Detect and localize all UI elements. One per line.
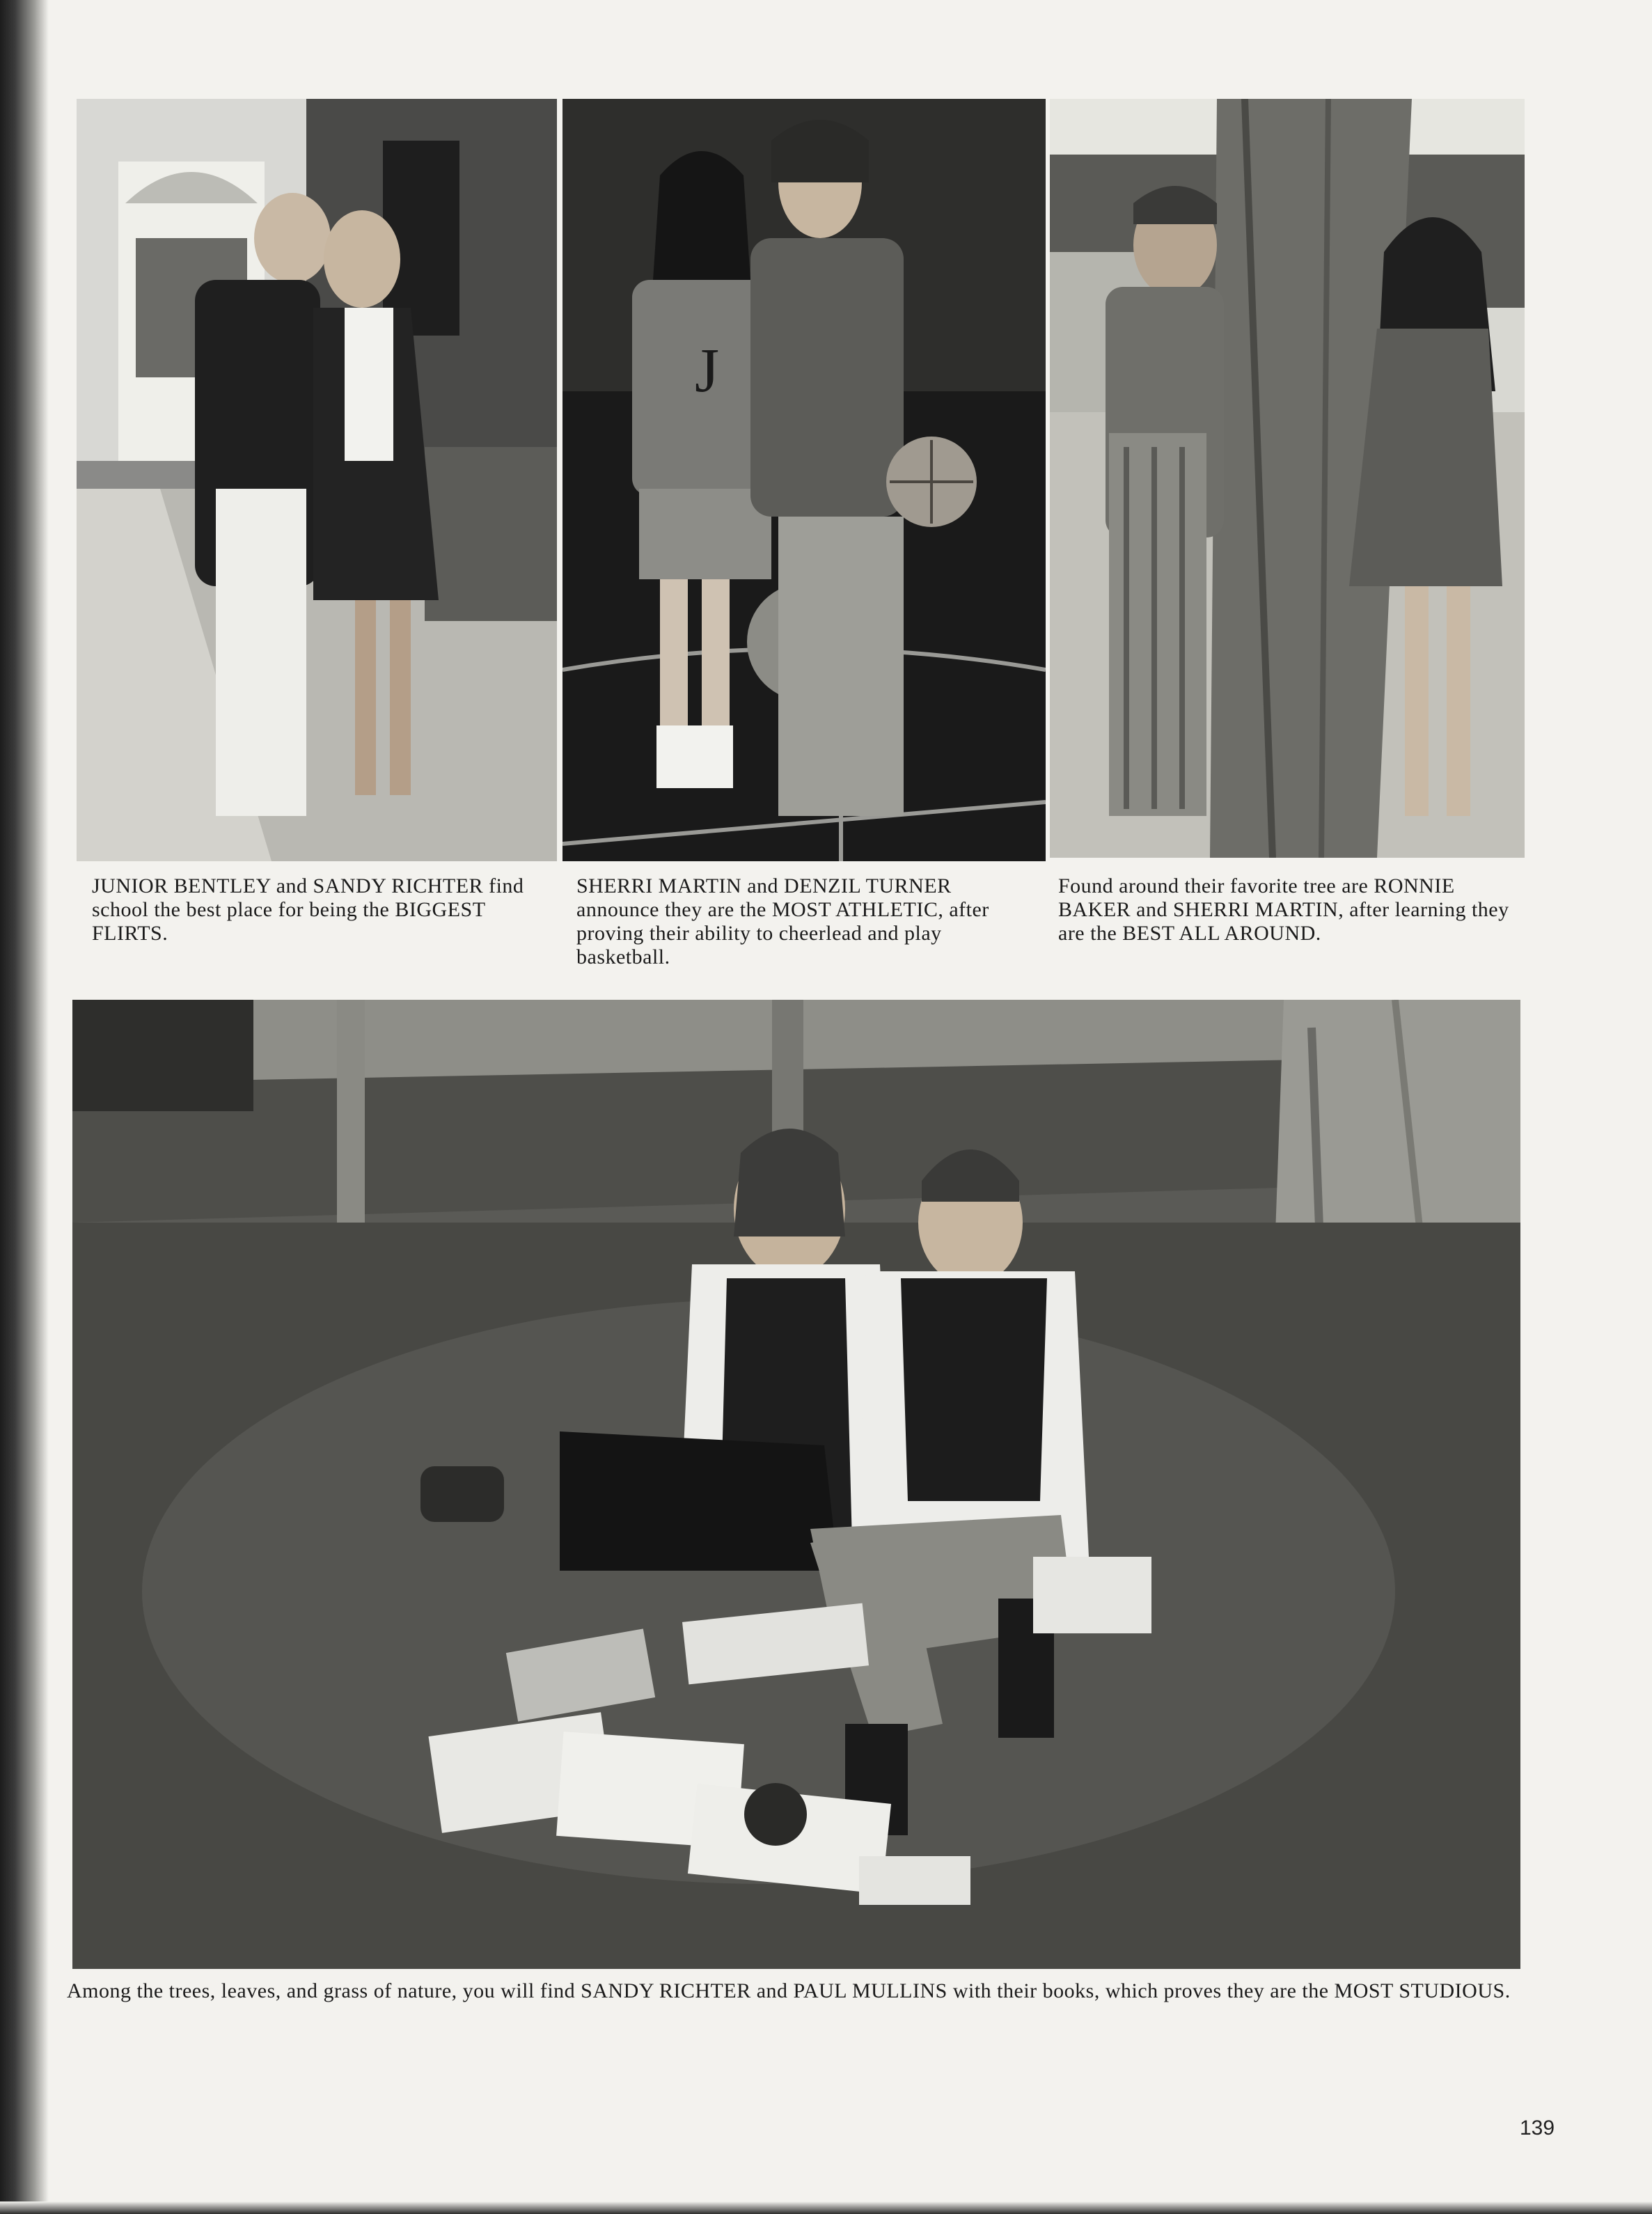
photo-most-studious [72,1000,1520,1969]
page-bottom-edge [0,2201,1652,2214]
photo-best-all-around [1050,99,1525,858]
caption-most-athletic [576,874,1036,969]
caption-best-all-around-text: Found around their favorite tree are RONNIE BAKER and SHERRI MARTIN, after learning they are the BEST ALL AROUND. [1058,874,1509,945]
caption-biggest-flirts-text: JUNIOR BENTLEY and SANDY RICHTER find school the best place for being the BIGGEST FLIRTS. [92,874,524,945]
caption-most-athletic-text: SHERRI MARTIN and DENZIL TURNER announce they are the MOST ATHLETIC, after proving their ability to cheerlead and play basketball. [576,874,989,968]
page-number: 139 [1520,2117,1555,2140]
photo-biggest-flirts [77,99,557,861]
caption-most-studious-text: Among the trees, leaves, and grass of nature, you will find SANDY RICHTER and PAUL MULLINS with their books, which proves they are the MOST STUDIOUS. [67,1979,1511,2002]
photo-most-athletic [563,99,1046,861]
caption-best-all-around [1058,874,1518,945]
caption-biggest-flirts [92,874,551,945]
binding-shadow [0,0,49,2214]
caption-most-studious [67,1979,1522,2003]
svg-text:J: J [695,336,720,405]
